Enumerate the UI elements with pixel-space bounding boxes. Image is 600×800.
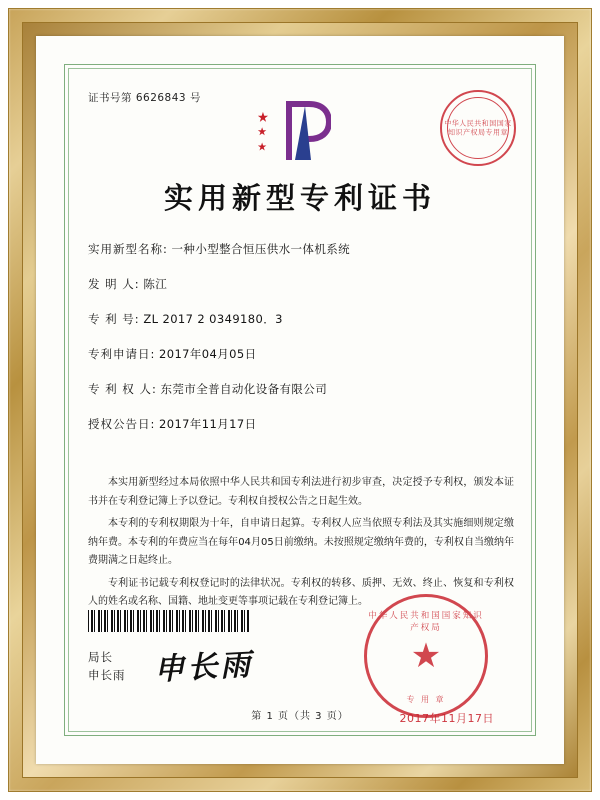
signature-title [88,648,126,685]
signature-title-line1: 局长 [88,650,113,664]
field-label: 实用新型名称: [88,242,168,256]
field-row [88,241,512,257]
field-value: 东莞市全普自动化设备有限公司 [160,382,328,397]
logo-stars [257,106,291,162]
signature-title-line2: 申长雨 [88,668,126,683]
field-row [88,416,512,432]
patent-office-logo [257,100,343,166]
seal-text: 中华人民共和国国家知识产权局专用章 [444,119,512,136]
field-value: 2017年04月05日 [159,347,257,362]
star-icon: ★ [410,636,442,676]
field-value: 2017年11月17日 [159,417,257,432]
patent-barcode [88,610,250,632]
field-label: 专利申请日: [88,347,156,362]
legal-paragraph: 本实用新型经过本局依照中华人民共和国专利法进行初步审查，决定授予专利权，颁发本证书并在专利登记簿上予以登记。专利权自授权公告之日起生效。 [88,477,514,507]
certificate-content [76,76,524,728]
field-row [88,276,512,292]
field-row [88,311,512,327]
certificate-paper [36,36,564,764]
field-row [88,346,512,362]
logo-p-mark [285,100,331,162]
legal-paragraph: 专利证书记载专利权登记时的法律状况。专利权的转移、质押、无效、终止、恢复和专利权人的姓名或名称、国籍、地址变更等事项记载在专利登记簿上。 [88,577,514,607]
seal-arc-top-text: 中华人民共和国国家知识产权局 [368,611,484,633]
legal-text [88,474,514,616]
field-row [88,381,512,397]
field-label: 授权公告日: [88,417,156,432]
seal-arc-bottom-text: 专 用 章 [406,695,446,704]
field-value: 一种小型整合恒压供水一体机系统 [171,242,351,256]
field-value: 陈江 [143,277,168,292]
office-round-seal-top [440,90,516,166]
field-list [88,241,512,452]
certificate-number: 证书号第 6626843 号 [88,92,201,104]
field-value: ZL 2017 2 0349180．3 [143,312,283,327]
field-label: 专 利 权 人: [88,382,157,397]
field-label: 专 利 号: [88,312,140,327]
field-label: 发 明 人: [88,277,140,292]
legal-paragraph: 本专利的专利权期限为十年，自申请日起算。专利权人应当依照专利法及其实施细则规定缴纳年费。本专利的年费应当在每年04月05日前缴纳。未按照规定缴纳年费的，专利权自当缴纳年费期满之日起终止。 [88,518,514,566]
page-footer: 第 1 页（共 3 页） [251,711,349,722]
office-round-seal-bottom [364,594,488,718]
handwritten-signature: 申长雨 [153,647,255,688]
page-title: 实用新型专利证书 [163,181,436,215]
seal-date-stamp: 2017年11月17日 [399,712,494,725]
